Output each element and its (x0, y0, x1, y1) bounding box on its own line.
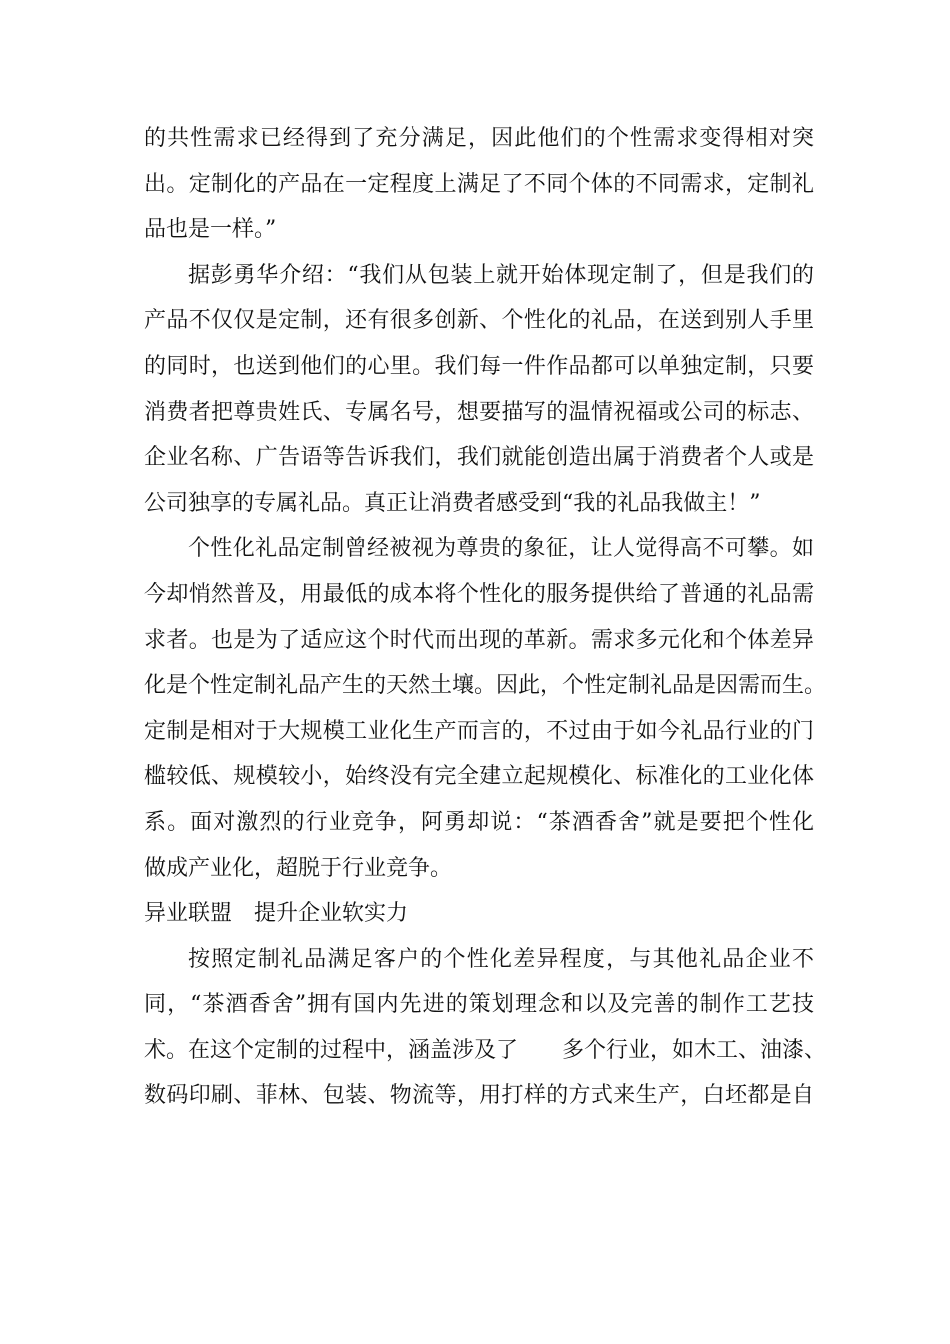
text-line: 的共性需求已经得到了充分满足，因此他们的个性需求变得相对突 (144, 126, 814, 151)
paragraph-start-line: 据彭勇华介绍：“我们从包装上就开始体现定制了，但是我们的 (188, 262, 814, 288)
text-line: 今却悄然普及，用最低的成本将个性化的服务提供给了普通的礼品需 (144, 581, 814, 607)
text-line: 化是个性定制礼品产生的天然土壤。因此，个性定制礼品是因需而生。 (144, 673, 827, 699)
text-line: 消费者把尊贵姓氏、专属名号，想要描写的温情祝福或公司的标志、 (144, 399, 814, 425)
text-line: 品也是一样。” (144, 217, 277, 243)
text-line: 同，“茶酒香舍”拥有国内先进的策划理念和以及完善的制作工艺技 (144, 992, 814, 1018)
text-line: 数码印刷、菲林、包装、物流等，用打样的方式来生产，白坯都是自 (144, 1083, 814, 1109)
text-line: 企业名称、广告语等告诉我们，我们就能创造出属于消费者个人或是 (144, 445, 814, 471)
text-line: 产品不仅仅是定制，还有很多创新、个性化的礼品，在送到别人手里 (144, 308, 814, 334)
text-line: 术。在这个定制的过程中，涵盖涉及了 多个行业，如木工、油漆、 (144, 1037, 827, 1063)
text-line: 定制是相对于大规模工业化生产而言的，不过由于如今礼品行业的门 (144, 718, 814, 744)
text-line: 的同时，也送到他们的心里。我们每一件作品都可以单独定制，只要 (144, 353, 814, 379)
document-body (144, 116, 827, 1119)
paragraph-start-line: 个性化礼品定制曾经被视为尊贵的象征，让人觉得高不可攀。如 (188, 536, 814, 562)
text-line: 出。定制化的产品在一定程度上满足了不同个体的不同需求，定制礼 (144, 171, 814, 197)
paragraph-start-line: 按照定制礼品满足客户的个性化差异程度，与其他礼品企业不 (188, 946, 814, 972)
text-line: 槛较低、规模较小，始终没有完全建立起规模化、标准化的工业化体 (144, 764, 814, 790)
text-line: 系。面对激烈的行业竞争，阿勇却说：“茶酒香舍”就是要把个性化 (144, 809, 814, 835)
section-heading: 异业联盟 提升企业软实力 (144, 901, 409, 927)
text-line: 做成产业化，超脱于行业竞争。 (144, 855, 453, 881)
text-line: 公司独享的专属礼品。真正让消费者感受到“我的礼品我做主！” (144, 490, 761, 516)
text-line: 求者。也是为了适应这个时代而出现的革新。需求多元化和个体差异 (144, 627, 814, 653)
